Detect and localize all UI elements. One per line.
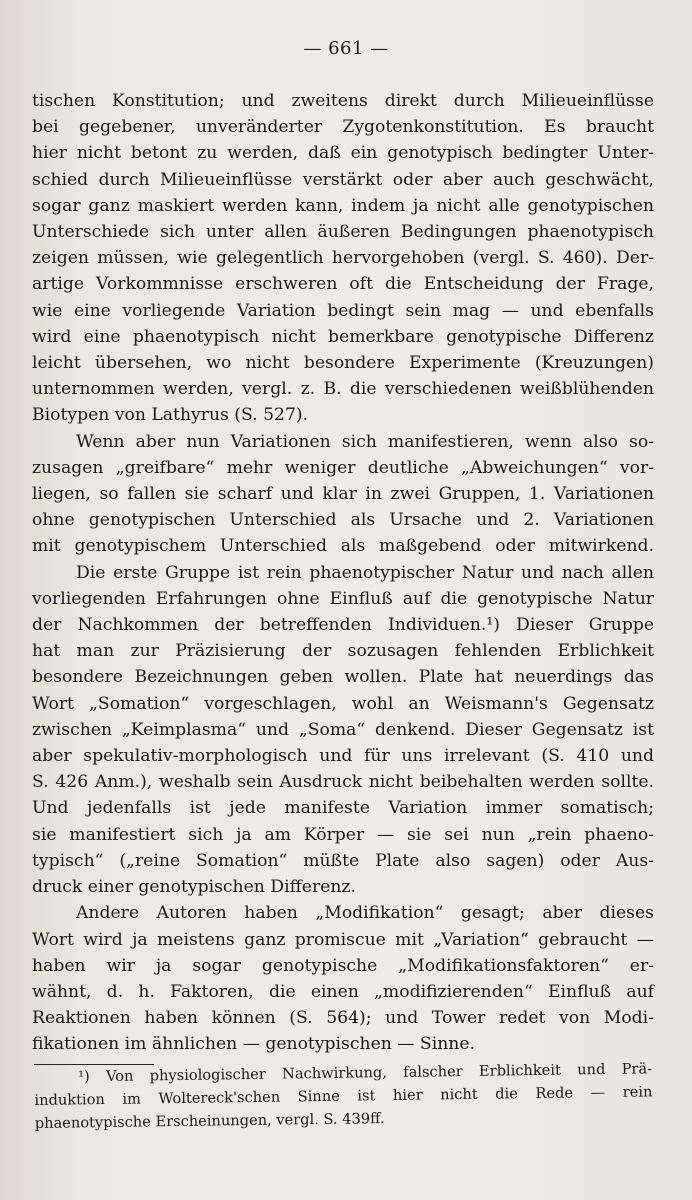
text-line: wähnt, d. h. Faktoren, die einen „modifizierenden“ Einfluß auf xyxy=(32,981,654,1002)
text-line: wie eine vorliegende Variation bedingt sein mag — und ebenfalls xyxy=(32,300,654,321)
text-line: mit genotypischem Unterschied als maßgebend oder mitwirkend. xyxy=(32,536,654,557)
text-line: zusagen „greifbare“ mehr weniger deutliche „Abweichungen“ vor- xyxy=(32,457,654,478)
text-line: unternommen werden, vergl. z. B. die verschiedenen weißblühenden xyxy=(32,379,654,400)
text-line: vorliegenden Erfahrungen ohne Einfluß auf die genotypische Natur xyxy=(32,588,654,609)
text-line: tischen Konstitution; und zweitens direkt durch Milieueinflüsse xyxy=(32,91,654,111)
text-line: hier nicht betont zu werden, daß ein genotypisch bedingter Unter- xyxy=(32,143,654,164)
footnote-line: ¹) Von physiologischer Nachwirkung, falscher Erblichkeit und Prä- xyxy=(78,1060,653,1086)
text-line: hat man zur Präzisierung der sozusagen fehlenden Erblichkeit xyxy=(32,641,654,662)
text-line: Wort wird ja meistens ganz promiscue mit „Variation“ gebraucht — xyxy=(32,929,654,950)
footnote-line: phaenotypische Erscheinungen, vergl. S. 439ff. xyxy=(34,1110,385,1132)
text-line: bei gegebener, unveränderter Zygotenkonstitution. Es braucht xyxy=(32,117,654,138)
text-line: fikationen im ähnlichen — genotypischen — Sinne. xyxy=(32,1034,475,1055)
text-line: Wenn aber nun Variationen sich manifestieren, wenn also so- xyxy=(76,431,654,452)
text-line: artige Vorkommnisse erschweren oft die Entscheidung der Frage, xyxy=(32,274,654,295)
text-line: zwischen „Keimplasma“ und „Soma“ denkend. Dieser Gegensatz ist xyxy=(32,719,654,740)
text-line: zeigen müssen, wie gelegentlich hervorgehoben (vergl. S. 460). Der- xyxy=(32,248,654,269)
text-line: besondere Bezeichnungen geben wollen. Plate hat neuerdings das xyxy=(32,667,654,688)
text-line: Die erste Gruppe ist rein phaenotypischer Natur und nach allen xyxy=(76,562,654,583)
text-line: Und jedenfalls ist jede manifeste Variation immer somatisch; xyxy=(32,798,654,819)
text-line: Reaktionen haben können (S. 564); und Tower redet von Modi- xyxy=(32,1008,654,1029)
text-line: Biotypen von Lathyrus (S. 527). xyxy=(32,405,309,426)
footnotes xyxy=(34,1057,653,1135)
page-number: — 661 — xyxy=(303,38,389,59)
text-line: der Nachkommen der betreffenden Individuen.¹) Dieser Gruppe xyxy=(32,615,654,636)
text-line: haben wir ja sogar genotypische „Modifikationsfaktoren“ er- xyxy=(32,955,654,976)
body-text xyxy=(32,88,654,1058)
text-line: sogar ganz maskiert werden kann, indem ja nicht alle genotypischen xyxy=(32,195,654,216)
text-line: wird eine phaenotypisch nicht bemerkbare genotypische Differenz xyxy=(32,326,654,347)
text-line: druck einer genotypischen Differenz. xyxy=(32,877,356,898)
text-line: Andere Autoren haben „Modifikation“ gesagt; aber dieses xyxy=(76,903,654,924)
text-line: Unterschiede sich unter allen äußeren Bedingungen phaenotypisch xyxy=(32,222,654,243)
text-line: leicht übersehen, wo nicht besondere Experimente (Kreuzungen) xyxy=(32,353,654,374)
footnote-line: induktion im Woltereck'schen Sinne ist hier nicht die Rede — rein xyxy=(34,1083,653,1109)
text-line: S. 426 Anm.), weshalb sein Ausdruck nicht beibehalten werden sollte. xyxy=(32,772,654,793)
text-line: ohne genotypischen Unterschied als Ursache und 2. Variationen xyxy=(32,510,654,531)
text-line: typisch“ („reine Somation“ müßte Plate also sagen) oder Aus- xyxy=(32,850,654,871)
text-line: Wort „Somation“ vorgeschlagen, wohl an Weismann's Gegensatz xyxy=(32,693,654,714)
text-line: schied durch Milieueinflüsse verstärkt oder aber auch geschwächt, xyxy=(32,169,654,190)
text-line: sie manifestiert sich ja am Körper — sie sei nun „rein phaeno- xyxy=(32,824,654,845)
text-line: liegen, so fallen sie scharf und klar in zwei Gruppen, 1. Variationen xyxy=(32,484,654,505)
text-line: aber spekulativ-morphologisch und für uns irrelevant (S. 410 und xyxy=(32,746,654,767)
